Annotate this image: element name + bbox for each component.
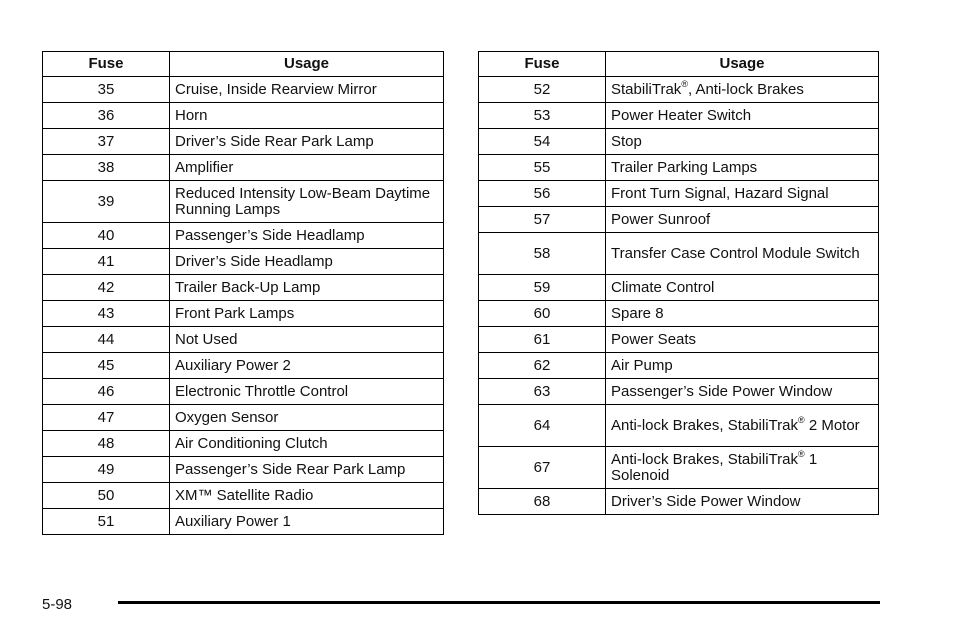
fuse-column-header: Fuse <box>43 52 170 77</box>
fuse-usage: Transfer Case Control Module Switch <box>606 233 879 275</box>
fuse-usage: Electronic Throttle Control <box>170 379 444 405</box>
table-row <box>43 509 444 535</box>
fuse-number: 35 <box>43 77 170 103</box>
table-row <box>43 275 444 301</box>
fuse-number: 63 <box>479 379 606 405</box>
fuse-number: 61 <box>479 327 606 353</box>
usage-column-header: Usage <box>606 52 879 77</box>
fuse-number: 60 <box>479 301 606 327</box>
fuse-number: 46 <box>43 379 170 405</box>
fuse-usage: Driver’s Side Power Window <box>606 489 879 515</box>
fuse-table-left <box>42 51 444 535</box>
fuse-number: 39 <box>43 181 170 223</box>
table-row <box>43 405 444 431</box>
table-row <box>479 155 879 181</box>
usage-text: , Anti-lock Brakes <box>687 80 804 98</box>
fuse-usage: Auxiliary Power 2 <box>170 353 444 379</box>
registered-mark: ® <box>681 78 688 89</box>
fuse-number: 54 <box>479 129 606 155</box>
registered-mark: ® <box>798 414 805 425</box>
fuse-number: 42 <box>43 275 170 301</box>
fuse-number: 41 <box>43 249 170 275</box>
table-row <box>479 301 879 327</box>
fuse-usage: Passenger’s Side Headlamp <box>170 223 444 249</box>
page-number: 5-98 <box>42 596 73 613</box>
fuse-column-header: Fuse <box>479 52 606 77</box>
fuse-usage <box>606 447 879 489</box>
fuse-number: 49 <box>43 457 170 483</box>
fuse-number: 52 <box>479 77 606 103</box>
fuse-number: 68 <box>479 489 606 515</box>
fuse-usage <box>606 77 879 103</box>
fuse-number: 57 <box>479 207 606 233</box>
usage-text: Anti-lock Brakes, StabiliTrak <box>611 450 799 468</box>
fuse-number: 37 <box>43 129 170 155</box>
table-row <box>479 103 879 129</box>
fuse-usage: Front Park Lamps <box>170 301 444 327</box>
fuse-usage: Passenger’s Side Power Window <box>606 379 879 405</box>
fuse-number: 55 <box>479 155 606 181</box>
fuse-usage: Front Turn Signal, Hazard Signal <box>606 181 879 207</box>
fuse-number: 36 <box>43 103 170 129</box>
table-row <box>479 405 879 447</box>
fuse-table-right <box>478 51 879 515</box>
fuse-usage: Stop <box>606 129 879 155</box>
table-row <box>479 275 879 301</box>
usage-text: 2 Motor <box>804 416 860 434</box>
fuse-usage <box>606 405 879 447</box>
table-row <box>43 353 444 379</box>
table-row <box>43 483 444 509</box>
table-row <box>43 223 444 249</box>
fuse-usage: Power Heater Switch <box>606 103 879 129</box>
table-header-row <box>43 52 444 77</box>
table-row <box>43 181 444 223</box>
fuse-usage: Not Used <box>170 327 444 353</box>
fuse-usage: Driver’s Side Headlamp <box>170 249 444 275</box>
table-header-row <box>479 52 879 77</box>
footer-rule <box>118 601 880 604</box>
registered-mark: ® <box>798 448 805 459</box>
table-row <box>479 353 879 379</box>
fuse-number: 48 <box>43 431 170 457</box>
table-row <box>479 327 879 353</box>
fuse-usage: Oxygen Sensor <box>170 405 444 431</box>
fuse-usage: Power Sunroof <box>606 207 879 233</box>
fuse-usage: Cruise, Inside Rearview Mirror <box>170 77 444 103</box>
table-row <box>43 301 444 327</box>
fuse-usage: Auxiliary Power 1 <box>170 509 444 535</box>
fuse-number: 58 <box>479 233 606 275</box>
table-row <box>479 77 879 103</box>
fuse-number: 59 <box>479 275 606 301</box>
fuse-number: 51 <box>43 509 170 535</box>
fuse-number: 64 <box>479 405 606 447</box>
fuse-number: 40 <box>43 223 170 249</box>
fuse-usage: Passenger’s Side Rear Park Lamp <box>170 457 444 483</box>
fuse-usage: Trailer Back-Up Lamp <box>170 275 444 301</box>
table-row <box>479 129 879 155</box>
table-row <box>479 379 879 405</box>
fuse-usage: XM™ Satellite Radio <box>170 483 444 509</box>
table-row <box>43 129 444 155</box>
usage-text: 1 Solenoid <box>611 450 818 484</box>
fuse-number: 43 <box>43 301 170 327</box>
table-row <box>43 103 444 129</box>
fuse-usage: Air Pump <box>606 353 879 379</box>
table-row <box>43 77 444 103</box>
usage-text: StabiliTrak <box>611 80 682 98</box>
table-row <box>43 431 444 457</box>
table-row <box>479 207 879 233</box>
table-row <box>479 233 879 275</box>
fuse-usage: Power Seats <box>606 327 879 353</box>
usage-text: Anti-lock Brakes, StabiliTrak <box>611 416 799 434</box>
usage-column-header: Usage <box>170 52 444 77</box>
table-row <box>479 489 879 515</box>
table-row <box>43 155 444 181</box>
fuse-usage: Air Conditioning Clutch <box>170 431 444 457</box>
fuse-usage: Horn <box>170 103 444 129</box>
table-row <box>43 379 444 405</box>
table-row <box>43 327 444 353</box>
fuse-usage: Driver’s Side Rear Park Lamp <box>170 129 444 155</box>
fuse-number: 47 <box>43 405 170 431</box>
fuse-number: 44 <box>43 327 170 353</box>
fuse-usage: Trailer Parking Lamps <box>606 155 879 181</box>
table-row <box>43 249 444 275</box>
table-row <box>479 447 879 489</box>
fuse-number: 56 <box>479 181 606 207</box>
fuse-usage: Spare 8 <box>606 301 879 327</box>
fuse-number: 53 <box>479 103 606 129</box>
fuse-number: 38 <box>43 155 170 181</box>
fuse-number: 45 <box>43 353 170 379</box>
fuse-number: 62 <box>479 353 606 379</box>
fuse-number: 50 <box>43 483 170 509</box>
fuse-usage: Reduced Intensity Low-Beam Daytime Running Lamps <box>170 181 444 223</box>
table-row <box>43 457 444 483</box>
fuse-usage: Climate Control <box>606 275 879 301</box>
fuse-usage: Amplifier <box>170 155 444 181</box>
table-row <box>479 181 879 207</box>
fuse-number: 67 <box>479 447 606 489</box>
